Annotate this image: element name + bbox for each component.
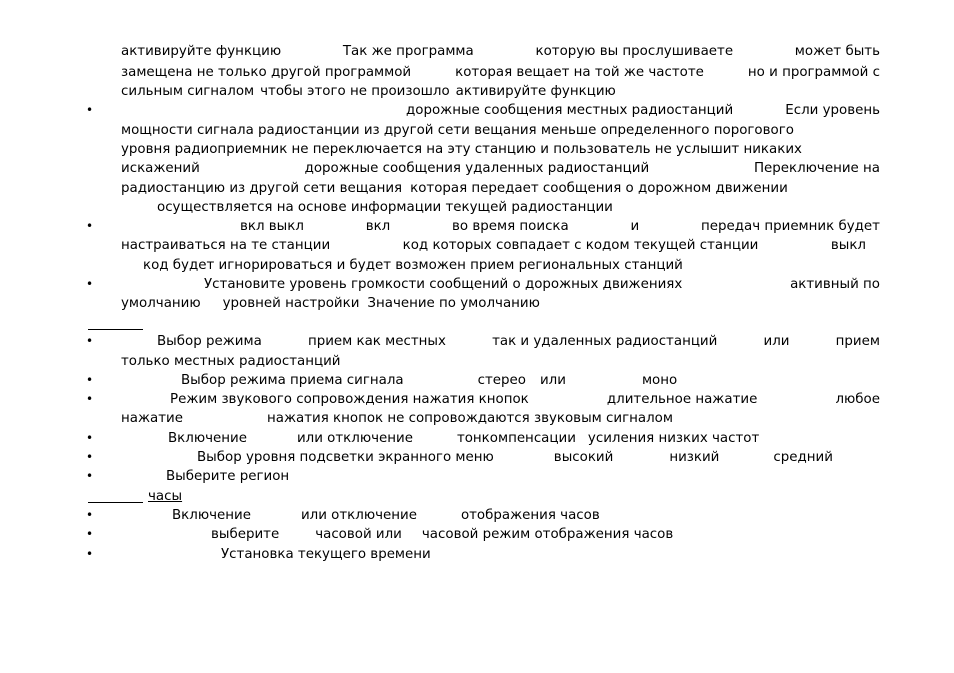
- text-segment: нажатия кнопок не сопровождаются звуковым сигналом: [266, 411, 673, 426]
- bullet-marker: •: [86, 469, 94, 483]
- text-segment: умолчанию: [121, 296, 201, 311]
- bullet-marker: •: [86, 334, 94, 348]
- bullet-marker: •: [86, 431, 94, 445]
- text-segment: прием как местных: [307, 334, 446, 349]
- text-segment: или отключение: [296, 431, 413, 446]
- text-segment: радиостанцию из другой сети вещания: [121, 181, 403, 196]
- text-segment: активируйте функцию: [121, 44, 282, 59]
- text-line: [121, 352, 341, 371]
- text-line: [240, 217, 880, 236]
- text-segment: во время поиска: [452, 219, 569, 234]
- text-segment: но и программой с: [747, 65, 880, 80]
- text-segment: Выбор режима приема сигнала: [181, 373, 404, 388]
- text-segment: Установите уровень громкости сообщений о дорожных движениях: [204, 277, 683, 292]
- text-segment: код будет игнорироваться и будет возможен прием региональных станций: [143, 258, 683, 273]
- text-line: [121, 121, 880, 140]
- bullet-marker: •: [86, 373, 94, 387]
- text-segment: часы: [148, 489, 183, 504]
- text-line: [166, 467, 289, 486]
- text-line: [181, 371, 677, 390]
- text-segment: Выбор режима: [157, 334, 262, 349]
- text-segment: средний: [773, 450, 833, 465]
- text-segment: Режим звукового сопровождения нажатия кнопок: [170, 392, 529, 407]
- text-segment: Включение: [168, 431, 247, 446]
- text-segment: вкл: [365, 219, 391, 234]
- text-segment: может быть: [794, 44, 880, 59]
- text-segment: выберите: [211, 527, 280, 542]
- text-segment: Так же программа: [342, 44, 474, 59]
- text-segment: мощности сигнала радиостанции из другой сети вещания меньше определенного порогового: [121, 123, 794, 138]
- text-segment: уровня радиоприемник не переключается на эту станцию и пользователь не услышит никаких: [121, 142, 802, 157]
- text-segment: любое: [835, 392, 880, 407]
- text-line: [148, 487, 182, 506]
- text-segment: часовой режим отображения часов: [421, 527, 674, 542]
- text-segment: только местных радиостанций: [121, 354, 341, 369]
- text-segment: настраиваться на те станции: [121, 238, 331, 253]
- text-segment: которую вы прослушиваете: [535, 44, 734, 59]
- text-segment: отображения часов: [460, 508, 600, 523]
- text-line: [170, 390, 880, 409]
- bullet-marker: •: [86, 219, 94, 233]
- text-segment: тонкомпенсации: [456, 431, 576, 446]
- text-line: [197, 448, 833, 467]
- bullet-marker: •: [86, 392, 94, 406]
- text-segment: или: [539, 373, 566, 388]
- text-segment: активный по: [790, 277, 880, 292]
- text-segment: Установка текущего времени: [221, 547, 431, 562]
- text-segment: нажатие: [121, 411, 183, 426]
- text-line: [121, 159, 880, 178]
- text-segment: уровней настройки: [222, 296, 360, 311]
- text-segment: Выберите регион: [166, 469, 290, 484]
- text-line: [157, 332, 880, 351]
- text-segment: или отключение: [300, 508, 417, 523]
- text-segment: вкл выкл: [240, 219, 304, 234]
- text-line: [204, 275, 880, 294]
- text-line: [121, 82, 616, 101]
- text-line: [121, 294, 540, 313]
- text-segment: так и удаленных радиостанций: [492, 334, 718, 349]
- text-segment: высокий: [553, 450, 614, 465]
- text-segment: или: [763, 334, 790, 349]
- text-line: [121, 236, 866, 255]
- text-segment: часовой или: [315, 527, 402, 542]
- text-segment: чтобы этого не произошло: [260, 84, 450, 99]
- bullet-marker: •: [86, 103, 94, 117]
- text-line: [157, 198, 613, 217]
- text-line: [143, 256, 683, 275]
- text-segment: и: [630, 219, 640, 234]
- text-segment: активируйте функцию: [455, 84, 616, 99]
- bullet-marker: •: [86, 547, 94, 561]
- text-line: [121, 63, 880, 82]
- section-divider-clock: [88, 502, 143, 503]
- text-line: [172, 506, 600, 525]
- text-segment: дорожные сообщения удаленных радиостанций: [304, 161, 650, 176]
- text-segment: усиления низких частот: [587, 431, 760, 446]
- bullet-marker: •: [86, 527, 94, 541]
- text-segment: моно: [641, 373, 678, 388]
- text-line: [121, 409, 673, 428]
- text-segment: замещена не только другой программой: [121, 65, 412, 80]
- text-segment: Переключение на: [753, 161, 880, 176]
- section-divider: [88, 329, 143, 330]
- text-segment: передач приемник будет: [701, 219, 880, 234]
- text-segment: выкл: [830, 238, 866, 253]
- text-segment: сильным сигналом: [121, 84, 255, 99]
- text-line: [211, 525, 673, 544]
- text-segment: Включение: [172, 508, 251, 523]
- text-line: [168, 429, 759, 448]
- text-segment: прием: [835, 334, 880, 349]
- text-line: [406, 101, 880, 120]
- text-line: [121, 179, 788, 198]
- text-segment: стерео: [477, 373, 526, 388]
- text-segment: Если уровень: [785, 103, 880, 118]
- text-segment: Значение по умолчанию: [367, 296, 540, 311]
- bullet-marker: •: [86, 277, 94, 291]
- text-segment: искажений: [121, 161, 200, 176]
- bullet-marker: •: [86, 508, 94, 522]
- text-segment: Выбор уровня подсветки экранного меню: [197, 450, 494, 465]
- text-segment: длительное нажатие: [606, 392, 758, 407]
- bullet-marker: •: [86, 450, 94, 464]
- text-segment: которая вещает на той же частоте: [455, 65, 704, 80]
- text-line: [121, 42, 880, 61]
- text-line: [121, 140, 880, 159]
- text-line: [221, 545, 431, 564]
- text-segment: код которых совпадает с кодом текущей станции: [402, 238, 759, 253]
- text-segment: осуществляется на основе информации текущей радиостанции: [157, 200, 613, 215]
- text-segment: низкий: [669, 450, 720, 465]
- text-segment: дорожные сообщения местных радиостанций: [406, 103, 734, 118]
- text-segment: которая передает сообщения о дорожном движении: [410, 181, 788, 196]
